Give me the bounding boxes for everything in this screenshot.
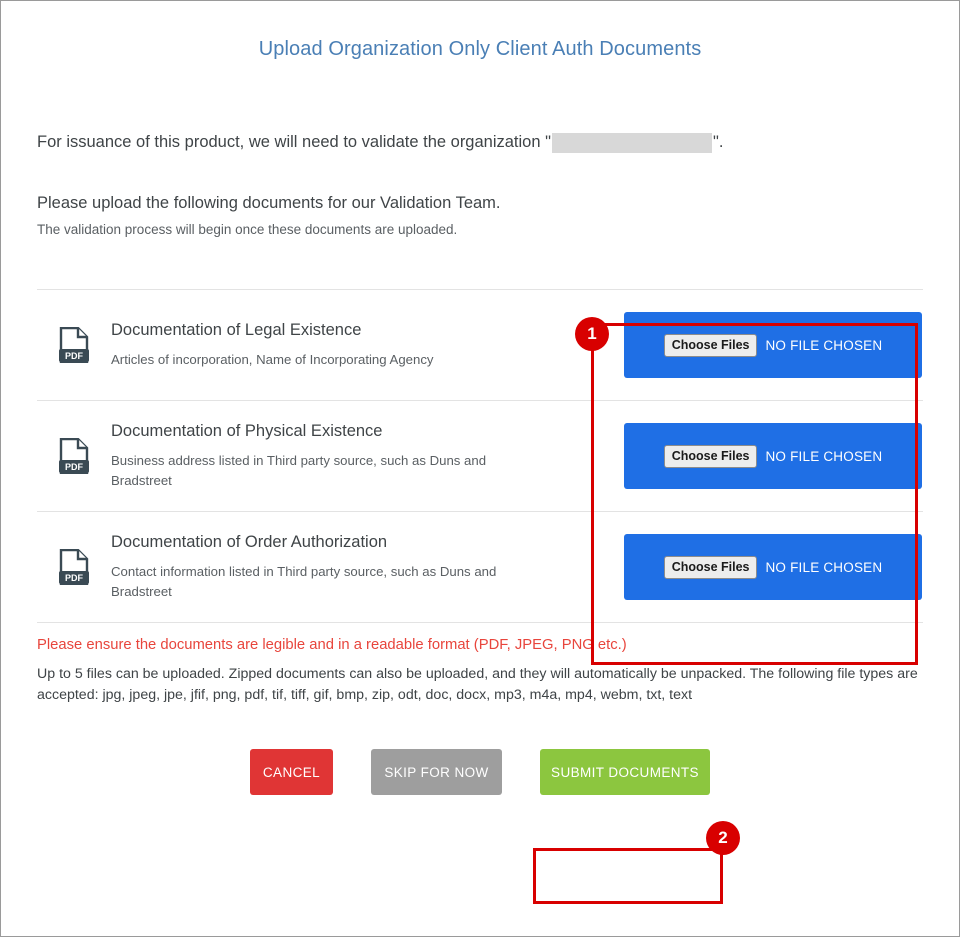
table-row	[37, 512, 923, 623]
annotation-box-2	[533, 848, 723, 904]
choose-files-label[interactable]: Choose Files	[664, 334, 758, 357]
document-info	[111, 422, 623, 489]
page-body	[1, 131, 959, 795]
svg-text:PDF: PDF	[65, 573, 83, 584]
file-status-label: NO FILE CHOSEN	[765, 448, 883, 464]
document-title: Documentation of Legal Existence	[111, 321, 362, 340]
choose-files-label[interactable]: Choose Files	[664, 556, 758, 579]
document-upload-cell	[623, 534, 923, 600]
document-description: Business address listed in Third party source, such as Duns and Bradstreet	[111, 453, 487, 488]
document-info	[111, 321, 623, 369]
legibility-warning: Please ensure the documents are legible and in a readable format (PDF, JPEG, PNG etc.)	[37, 637, 627, 654]
choose-files-button-physical-existence[interactable]	[624, 423, 922, 489]
annotation-badge-1: 1	[575, 317, 609, 351]
document-upload-cell	[623, 423, 923, 489]
document-info	[111, 533, 623, 600]
choose-files-button-legal-existence[interactable]	[624, 312, 922, 378]
document-description: Contact information listed in Third party source, such as Duns and Bradstreet	[111, 564, 497, 599]
submit-documents-button[interactable]: SUBMIT DOCUMENTS	[540, 749, 710, 795]
pdf-file-icon	[37, 438, 111, 474]
pdf-file-icon	[37, 549, 111, 585]
pdf-file-icon-svg	[58, 549, 90, 585]
intro-prefix-text: For issuance of this product, we will need to validate the organization "	[37, 133, 551, 151]
accepted-file-types-text: Up to 5 files can be uploaded. Zipped documents can also be uploaded, and they will automatically be unpacked. The following file types are accepted: jpg, jpeg, jpe, jfif, png, pdf, tif, tiff, gif, bmp, zip, odt, doc, docx, mp3, m4a, mp4, webm, txt, text	[37, 666, 918, 703]
svg-text:PDF: PDF	[65, 462, 83, 473]
skip-for-now-button[interactable]: SKIP FOR NOW	[371, 749, 502, 795]
redacted-organization-name	[552, 133, 712, 153]
document-list	[37, 289, 923, 623]
pdf-file-icon-svg	[58, 327, 90, 363]
upload-instructions-sub: The validation process will begin once these documents are uploaded.	[37, 222, 458, 238]
file-status-label: NO FILE CHOSEN	[765, 559, 883, 575]
action-bar	[37, 749, 923, 795]
document-title: Documentation of Physical Existence	[111, 422, 383, 441]
upload-instructions: Please upload the following documents for our Validation Team.	[37, 194, 501, 213]
table-row	[37, 290, 923, 401]
table-row	[37, 401, 923, 512]
page-title: Upload Organization Only Client Auth Documents	[258, 38, 702, 60]
document-title: Documentation of Order Authorization	[111, 533, 388, 552]
document-upload-cell	[623, 312, 923, 378]
document-description: Articles of incorporation, Name of Incorporating Agency	[111, 352, 434, 368]
file-status-label: NO FILE CHOSEN	[765, 337, 883, 353]
choose-files-label[interactable]: Choose Files	[664, 445, 758, 468]
choose-files-button-order-authorization[interactable]	[624, 534, 922, 600]
cancel-button[interactable]: CANCEL	[250, 749, 333, 795]
intro-suffix-text: ".	[712, 133, 724, 151]
pdf-file-icon	[37, 327, 111, 363]
svg-text:PDF: PDF	[65, 351, 83, 362]
annotation-badge-2: 2	[706, 821, 740, 855]
organization-validation-text	[37, 131, 923, 154]
pdf-file-icon-svg	[58, 438, 90, 474]
